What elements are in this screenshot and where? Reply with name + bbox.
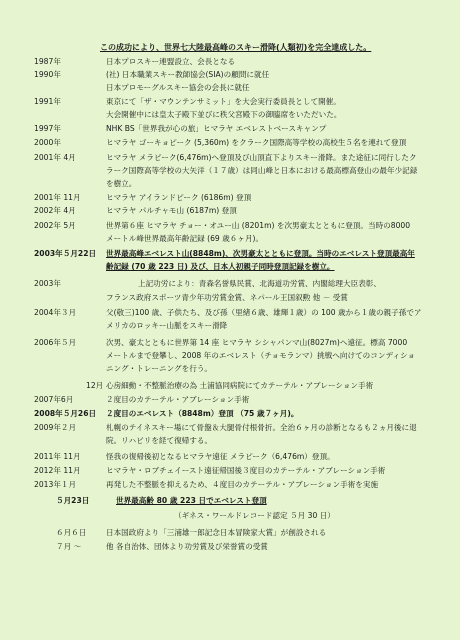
entry-text: (社) 日本職業スキー教師協会(SIA)の顧問に就任	[106, 70, 270, 79]
entry-text: 札幌のテイネスキー場にて骨盤＆大腿骨付根骨折。全治６ヶ月の診断となるも２ヵ月後に退	[106, 423, 417, 432]
entry-date: 1990年	[34, 70, 61, 79]
entry-text: 世界最高峰エベレスト山(8848m)、次男豪太とともに登頂。当時のエベレスト登頂最高年	[106, 249, 415, 258]
entry-date: 12月	[86, 381, 104, 390]
entry-text: 上記功労により：青森名誉県民賞、北海道功労賞、内閣総理大臣表彰、	[138, 279, 381, 288]
entry-date: ６月６日	[56, 528, 87, 537]
entry-text: 日本プロモーグルスキー協会の会長に就任	[106, 83, 250, 92]
entry-text: 再発した不整脈を抑えるため、４度目のカテーテル・アブレーション手術を実施	[106, 480, 379, 489]
entry-date: 2012年 11月	[34, 466, 81, 475]
entry-date: 2013年１月	[34, 480, 77, 489]
entry-text: を樹立。	[106, 179, 137, 188]
entry-text: NHK BS「世界我が心の旅」ヒマラヤ エベレストベースキャンプ	[106, 124, 327, 133]
entry-text: （ギネス・ワールドレコード認定 ５月 30 日）	[174, 511, 335, 520]
entry-text: ２度目のエベレスト（8848m）登頂 （75 歳７ヶ月)。	[106, 409, 299, 418]
entry-date: 2009年２月	[34, 423, 77, 432]
entry-date: 2007年6月	[34, 395, 74, 404]
entry-text: 父(敬三)100 歳、子供たち、及び孫（里緒６歳、雄輝１歳）の 100 歳から１歳の親子孫でア	[106, 308, 422, 317]
entry-date: 2008年５月26日	[34, 409, 97, 418]
entry-text: 日本国政府より「三浦雄一郎記念日本冒険家大賞」が創設される	[106, 528, 327, 537]
entry-text: メリカのロッキー山脈をスキー滑降	[106, 321, 228, 330]
entry-date: 2006年５月	[34, 338, 77, 347]
entry-date: ５月23日	[56, 496, 90, 505]
entry-text: 世界最高齢 80 歳 223 日でエベレスト登頂	[116, 496, 267, 505]
entry-text: 世界第６座 ヒマラヤ チョー・オユー山 (8201m) を次男豪太とともに登頂。当時の8000	[106, 221, 411, 230]
entry-text: ヒマラヤ パルチャモ山 (6187m) 登頂	[106, 206, 237, 215]
entry-text: メートル峰世界最高年齢記録 (69 歳６ヶ月)。	[106, 234, 264, 243]
entry-date: 2001年 11月	[34, 193, 81, 202]
entry-date: ７月 〜	[56, 542, 82, 551]
entry-text: 大会開催中には皇太子殿下並びに秩父宮殿下の御臨席をいただいた。	[106, 110, 342, 119]
entry-date: 2001年 4月	[34, 153, 76, 162]
entry-text: 院。リハビリを経て復帰する。	[106, 436, 213, 445]
entry-text: 日本プロスキー連盟設立、会長となる	[106, 57, 236, 66]
entry-text: ヒマラヤ アイランドピーク (6186m) 登頂	[106, 193, 252, 202]
entry-text: ラーク国際高等学校の大矢洋（１７歳）は同山峰と日本における最高標高登山の最年少記録	[106, 166, 418, 175]
entry-date: 2003年５月22日	[34, 249, 97, 258]
entry-text: ２度目のカテーテル・アブレーション手術	[106, 395, 250, 404]
entry-date: 2003年	[34, 279, 61, 288]
entry-date: 2000年	[34, 138, 61, 147]
entry-date: 1987年	[34, 57, 61, 66]
entry-date: 1997年	[34, 124, 61, 133]
entry-date: 2002年 4月	[34, 206, 76, 215]
entry-text: メートルまで登攀し、2008 年のエベレスト（チョモランマ）挑戦へ向けてのコンディショ	[106, 351, 416, 360]
entry-text: 東京にて「ザ・マウンテンサミット」を大会実行委員長として開催。	[106, 97, 341, 106]
entry-text: フランス政府スポーツ青少年功労賞金賞、ネパール王国叙勲 他 － 受賞	[106, 293, 348, 302]
entry-text: ニング・トレーニングを行う。	[106, 364, 213, 373]
entry-text: ヒマラヤ ゴーキョピーク (5,360m) をクラーク国際高等学校の高校生５名を連れて登頂	[106, 138, 407, 147]
entry-text: 他 各自治体、団体より功労賞及び栄誉賞の受賞	[106, 542, 268, 551]
entry-text: 次男、豪太とともに世界第 14 座 ヒマラヤ シシャパンマ山(8027m)へ遠征。標高 7000	[106, 338, 408, 347]
entry-text: 齢記録 (70 歳 223 日) 及び、日本人初親子同時登頂記録を樹立。	[106, 262, 335, 271]
entry-date: 1991年	[34, 97, 61, 106]
entry-date: 2002年 5月	[34, 221, 76, 230]
page-heading: この成功により、世界七大陸最高峰のスキー滑降(人類初)を完全達成した。	[100, 43, 372, 52]
entry-date: 2004年３月	[34, 308, 77, 317]
entry-text: 怪我の復帰後初となるヒマラヤ遠征 メラピーク（6,476m）登頂。	[106, 452, 335, 461]
entry-date: 2011年 11月	[34, 452, 81, 461]
entry-text: ヒマラヤ・ロブチェイースト遠征帰国後３度目のカテーテル・アブレーション手術	[106, 466, 386, 475]
entry-text: 心房細動・不整脈治療の為 土浦協同病院にてカテーテル・アブレーション手術	[106, 381, 374, 390]
entry-text: ヒマラヤ メラピーク(6,476m)へ登頂及び山頂直下よりスキー滑降。また途征に同行したク	[106, 153, 417, 162]
